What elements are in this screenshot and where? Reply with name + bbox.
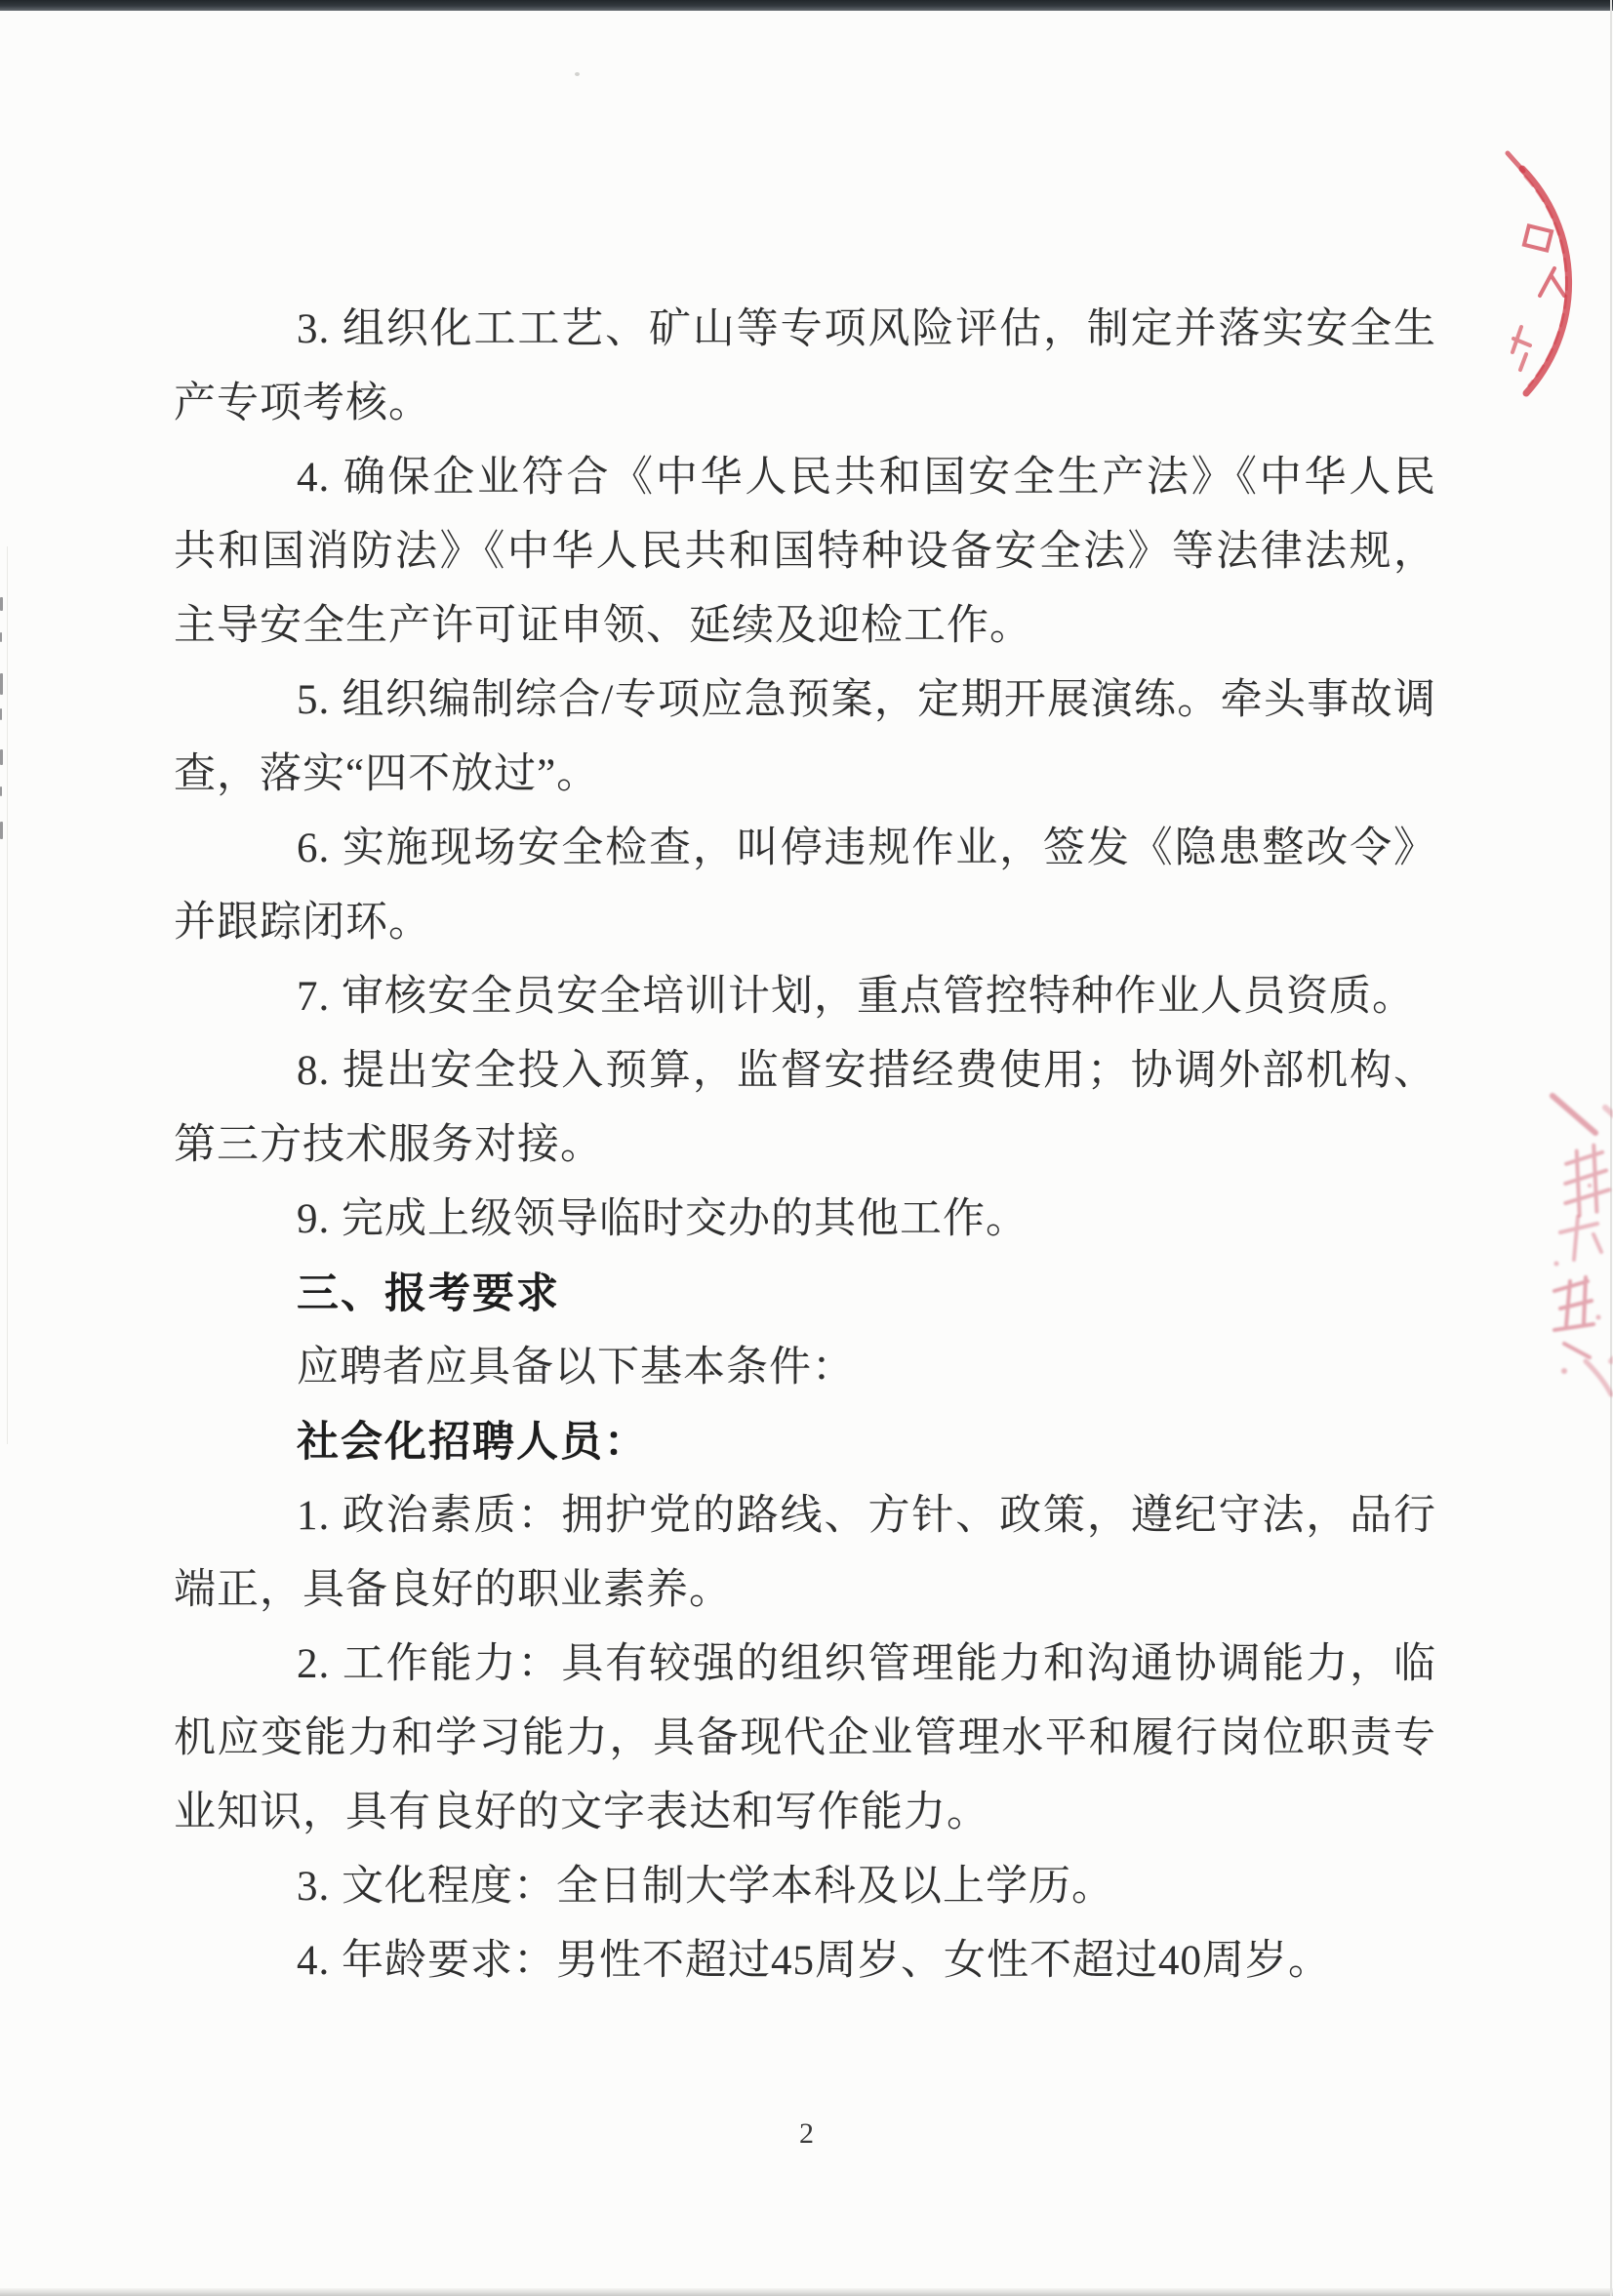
page-number: 2 — [799, 2117, 814, 2150]
scan-artifact-mark — [0, 708, 2, 720]
page-edge-shadow-left — [7, 546, 8, 1444]
paragraph-duty-8: 8. 提出安全投入预算，监督安措经费使用；协调外部机构、第三方技术服务对接。 — [174, 1048, 1436, 1168]
paragraph-duty-5: 5. 组织编制综合/专项应急预案，定期开展演练。牵头事故调查，落实“四不放过”。 — [174, 677, 1436, 797]
seal-arc-tip — [1508, 153, 1523, 171]
paragraph-duty-3: 3. 组织化工工艺、矿山等专项风险评估，制定并落实安全生产专项考核。 — [174, 306, 1436, 426]
paragraph-requirement-2: 2. 工作能力：具有较强的组织管理能力和沟通协调能力，临机应变能力和学习能力，具备现代企业管理水平和履行岗位职责专业知识，具有良好的文字表达和写作能力。 — [174, 1641, 1436, 1835]
seal-glyph-fragment — [1560, 1217, 1601, 1260]
seal-glyph-fragment — [1554, 1277, 1593, 1357]
section-heading-requirements: 三、报考要求 — [297, 1270, 560, 1317]
paragraph-duty-7: 7. 审核安全员安全培训计划，重点管控特种作业人员资质。 — [297, 974, 1415, 1020]
scan-artifact-mark — [0, 597, 3, 611]
red-seal-partial-lower — [1496, 1068, 1613, 1400]
red-seal-partial-top — [1408, 93, 1613, 429]
scan-artifact-mark — [0, 749, 3, 765]
scan-artifact-mark — [0, 822, 3, 839]
paragraph-basic-conditions-intro: 应聘者应具备以下基本条件： — [297, 1345, 855, 1390]
subheading-social-recruitment: 社会化招聘人员： — [297, 1419, 648, 1466]
document-body — [174, 293, 1436, 1998]
paragraph-requirement-3: 3. 文化程度：全日制大学本科及以上学历。 — [297, 1864, 1114, 1910]
paragraph-requirement-1: 1. 政治素质：拥护党的路线、方针、政策，遵纪守法，品行端正，具备良好的职业素养。 — [174, 1493, 1436, 1613]
paragraph-requirement-4: 4. 年龄要求：男性不超过45周岁、女性不超过40周岁。 — [297, 1938, 1331, 1984]
scan-artifact-mark — [0, 673, 3, 695]
scan-speck — [575, 72, 580, 76]
seal-glyph-fragment — [1540, 268, 1564, 296]
seal-glyph-fragment — [1524, 225, 1552, 250]
paragraph-duty-9: 9. 完成上级领导临时交办的其他工作。 — [297, 1196, 1028, 1242]
scan-edge-bottom — [0, 2288, 1613, 2296]
scan-artifact-mark — [0, 632, 2, 642]
scan-edge-top — [0, 0, 1613, 11]
seal-glyph-fragment — [1512, 327, 1530, 370]
paragraph-duty-6: 6. 实施现场安全检查，叫停违规作业，签发《隐患整改令》并跟踪闭环。 — [174, 826, 1436, 946]
seal-glyph-fragment — [1559, 1145, 1611, 1217]
paragraph-duty-4: 4. 确保企业符合《中华人民共和国安全生产法》《中华人民共和国消防法》《中华人民共和国特种设备安全法》等法律法规，主导安全生产许可证申领、延续及迎检工作。 — [174, 455, 1436, 649]
scan-artifact-mark — [0, 786, 2, 796]
